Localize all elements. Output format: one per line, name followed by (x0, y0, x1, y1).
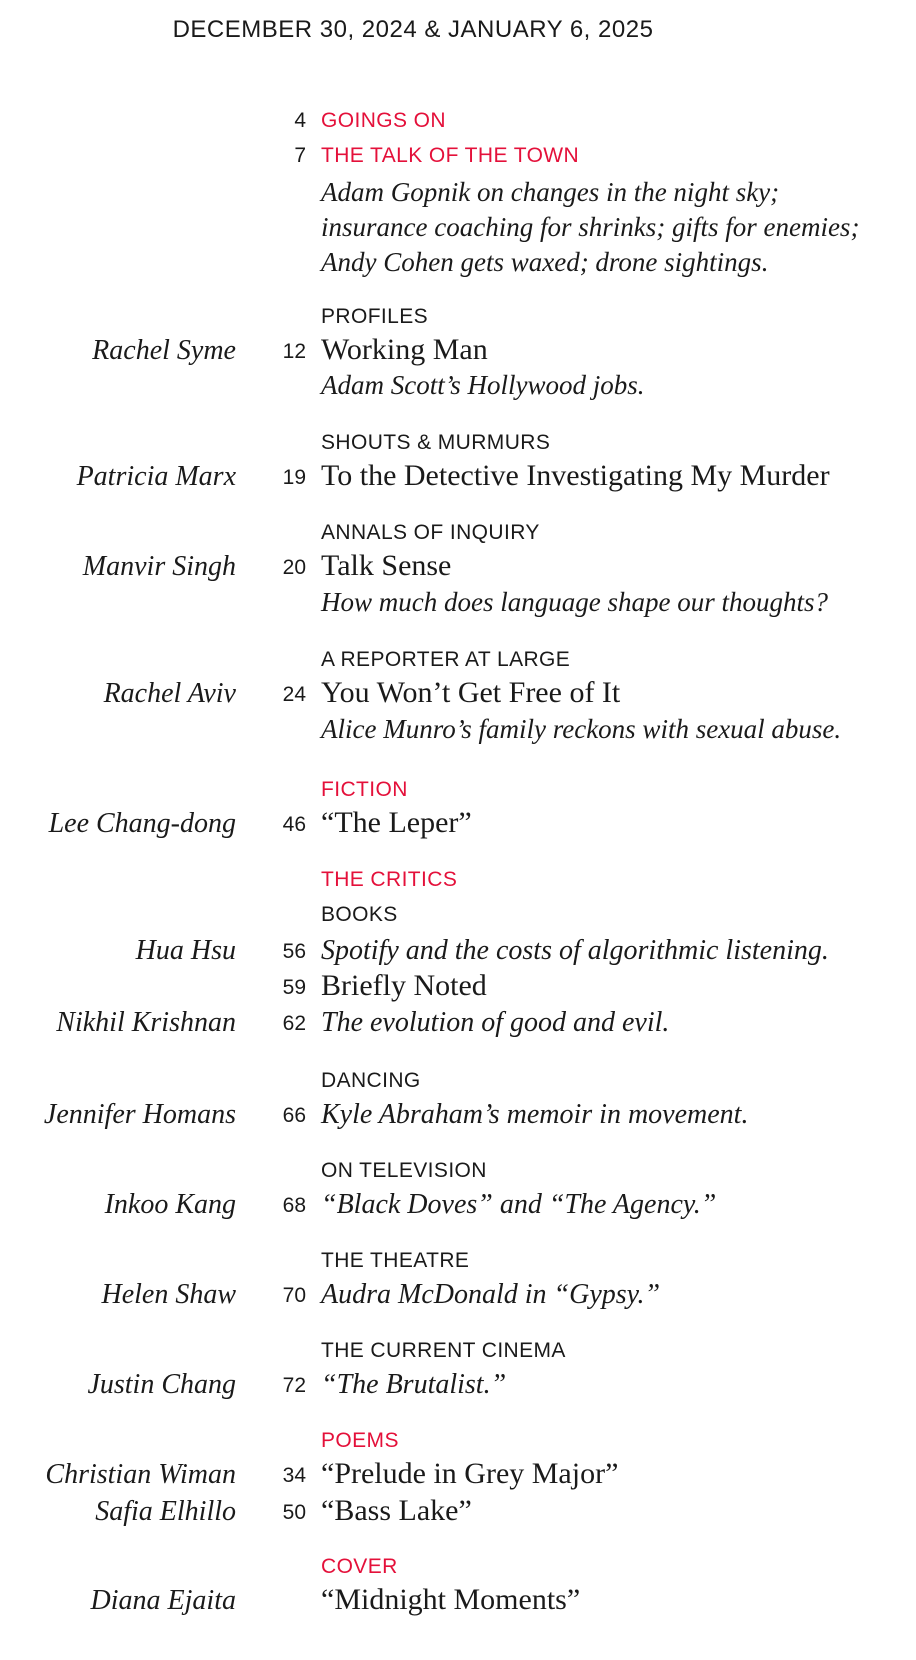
author-name: Jennifer Homans (43, 1099, 236, 1130)
section-poems[interactable]: POEMS (321, 1429, 399, 1452)
page-number: 70 (282, 1284, 306, 1307)
section-goings-on[interactable]: GOINGS ON (321, 109, 446, 132)
author-name: Diana Ejaita (90, 1585, 236, 1616)
page-number: 19 (282, 466, 306, 489)
page-number: 4 (294, 109, 306, 132)
talk-dek-line: insurance coaching for shrinks; gifts for enemies; (321, 212, 860, 242)
subsection-dancing: DANCING (321, 1069, 421, 1092)
author-name: Inkoo Kang (104, 1189, 236, 1220)
article-title[interactable]: “Bass Lake” (321, 1494, 472, 1527)
author-name: Rachel Aviv (103, 678, 236, 709)
page-number: 59 (282, 976, 306, 999)
article-title[interactable]: Kyle Abraham’s memoir in movement. (321, 1099, 749, 1130)
issue-date: DECEMBER 30, 2024 & JANUARY 6, 2025 (172, 16, 654, 43)
page-number: 62 (282, 1012, 306, 1035)
article-title[interactable]: Audra McDonald in “Gypsy.” (321, 1279, 661, 1310)
page-number: 46 (282, 813, 306, 836)
article-title[interactable]: “Black Doves” and “The Agency.” (321, 1189, 717, 1220)
article-title[interactable]: The evolution of good and evil. (321, 1007, 670, 1038)
article-title[interactable]: Briefly Noted (321, 969, 487, 1002)
article-title[interactable]: “Prelude in Grey Major” (321, 1457, 619, 1490)
author-name: Hua Hsu (135, 935, 236, 966)
subsection-on-television: ON TELEVISION (321, 1159, 487, 1182)
article-title[interactable]: Working Man (321, 333, 488, 366)
section-fiction[interactable]: FICTION (321, 778, 408, 801)
article-title[interactable]: “The Brutalist.” (321, 1369, 507, 1400)
article-title[interactable]: To the Detective Investigating My Murder (321, 459, 830, 492)
page-number: 24 (282, 683, 306, 706)
article-title[interactable]: You Won’t Get Free of It (321, 676, 621, 709)
section-annals-of-inquiry: ANNALS OF INQUIRY (321, 521, 540, 544)
subsection-books: BOOKS (321, 903, 398, 926)
author-name: Patricia Marx (76, 461, 236, 492)
author-name: Nikhil Krishnan (56, 1007, 236, 1038)
section-reporter-at-large: A REPORTER AT LARGE (321, 648, 571, 671)
author-name: Christian Wiman (45, 1459, 236, 1490)
cover-title[interactable]: “Midnight Moments” (321, 1583, 581, 1616)
talk-dek-line: Adam Gopnik on changes in the night sky; (321, 177, 780, 207)
page-number: 56 (282, 940, 306, 963)
author-name: Safia Elhillo (95, 1496, 236, 1527)
author-name: Helen Shaw (101, 1279, 236, 1310)
page-number: 72 (282, 1374, 306, 1397)
article-dek: How much does language shape our thoughts? (321, 587, 828, 617)
article-title[interactable]: Spotify and the costs of algorithmic listening. (321, 935, 829, 966)
section-profiles: PROFILES (321, 305, 429, 328)
article-dek: Alice Munro’s family reckons with sexual abuse. (321, 714, 842, 744)
section-shouts-murmurs: SHOUTS & MURMURS (321, 431, 551, 454)
article-title[interactable]: “The Leper” (321, 806, 472, 839)
talk-dek-line: Andy Cohen gets waxed; drone sightings. (321, 247, 769, 277)
subsection-the-theatre: THE THEATRE (321, 1249, 470, 1272)
page-number: 7 (294, 144, 306, 167)
page-number: 12 (282, 340, 306, 363)
author-name: Rachel Syme (92, 335, 236, 366)
section-talk-of-the-town[interactable]: THE TALK OF THE TOWN (321, 144, 580, 167)
page-number: 68 (282, 1194, 306, 1217)
section-the-critics[interactable]: THE CRITICS (321, 868, 458, 891)
page-number: 20 (282, 556, 306, 579)
page-number: 50 (282, 1501, 306, 1524)
page-number: 34 (282, 1464, 306, 1487)
page-number: 66 (282, 1104, 306, 1127)
article-dek: Adam Scott’s Hollywood jobs. (321, 370, 645, 400)
subsection-current-cinema: THE CURRENT CINEMA (321, 1339, 566, 1362)
author-name: Justin Chang (87, 1369, 236, 1400)
author-name: Manvir Singh (82, 551, 236, 582)
section-cover[interactable]: COVER (321, 1555, 398, 1578)
author-name: Lee Chang-dong (48, 808, 236, 839)
article-title[interactable]: Talk Sense (321, 549, 452, 582)
